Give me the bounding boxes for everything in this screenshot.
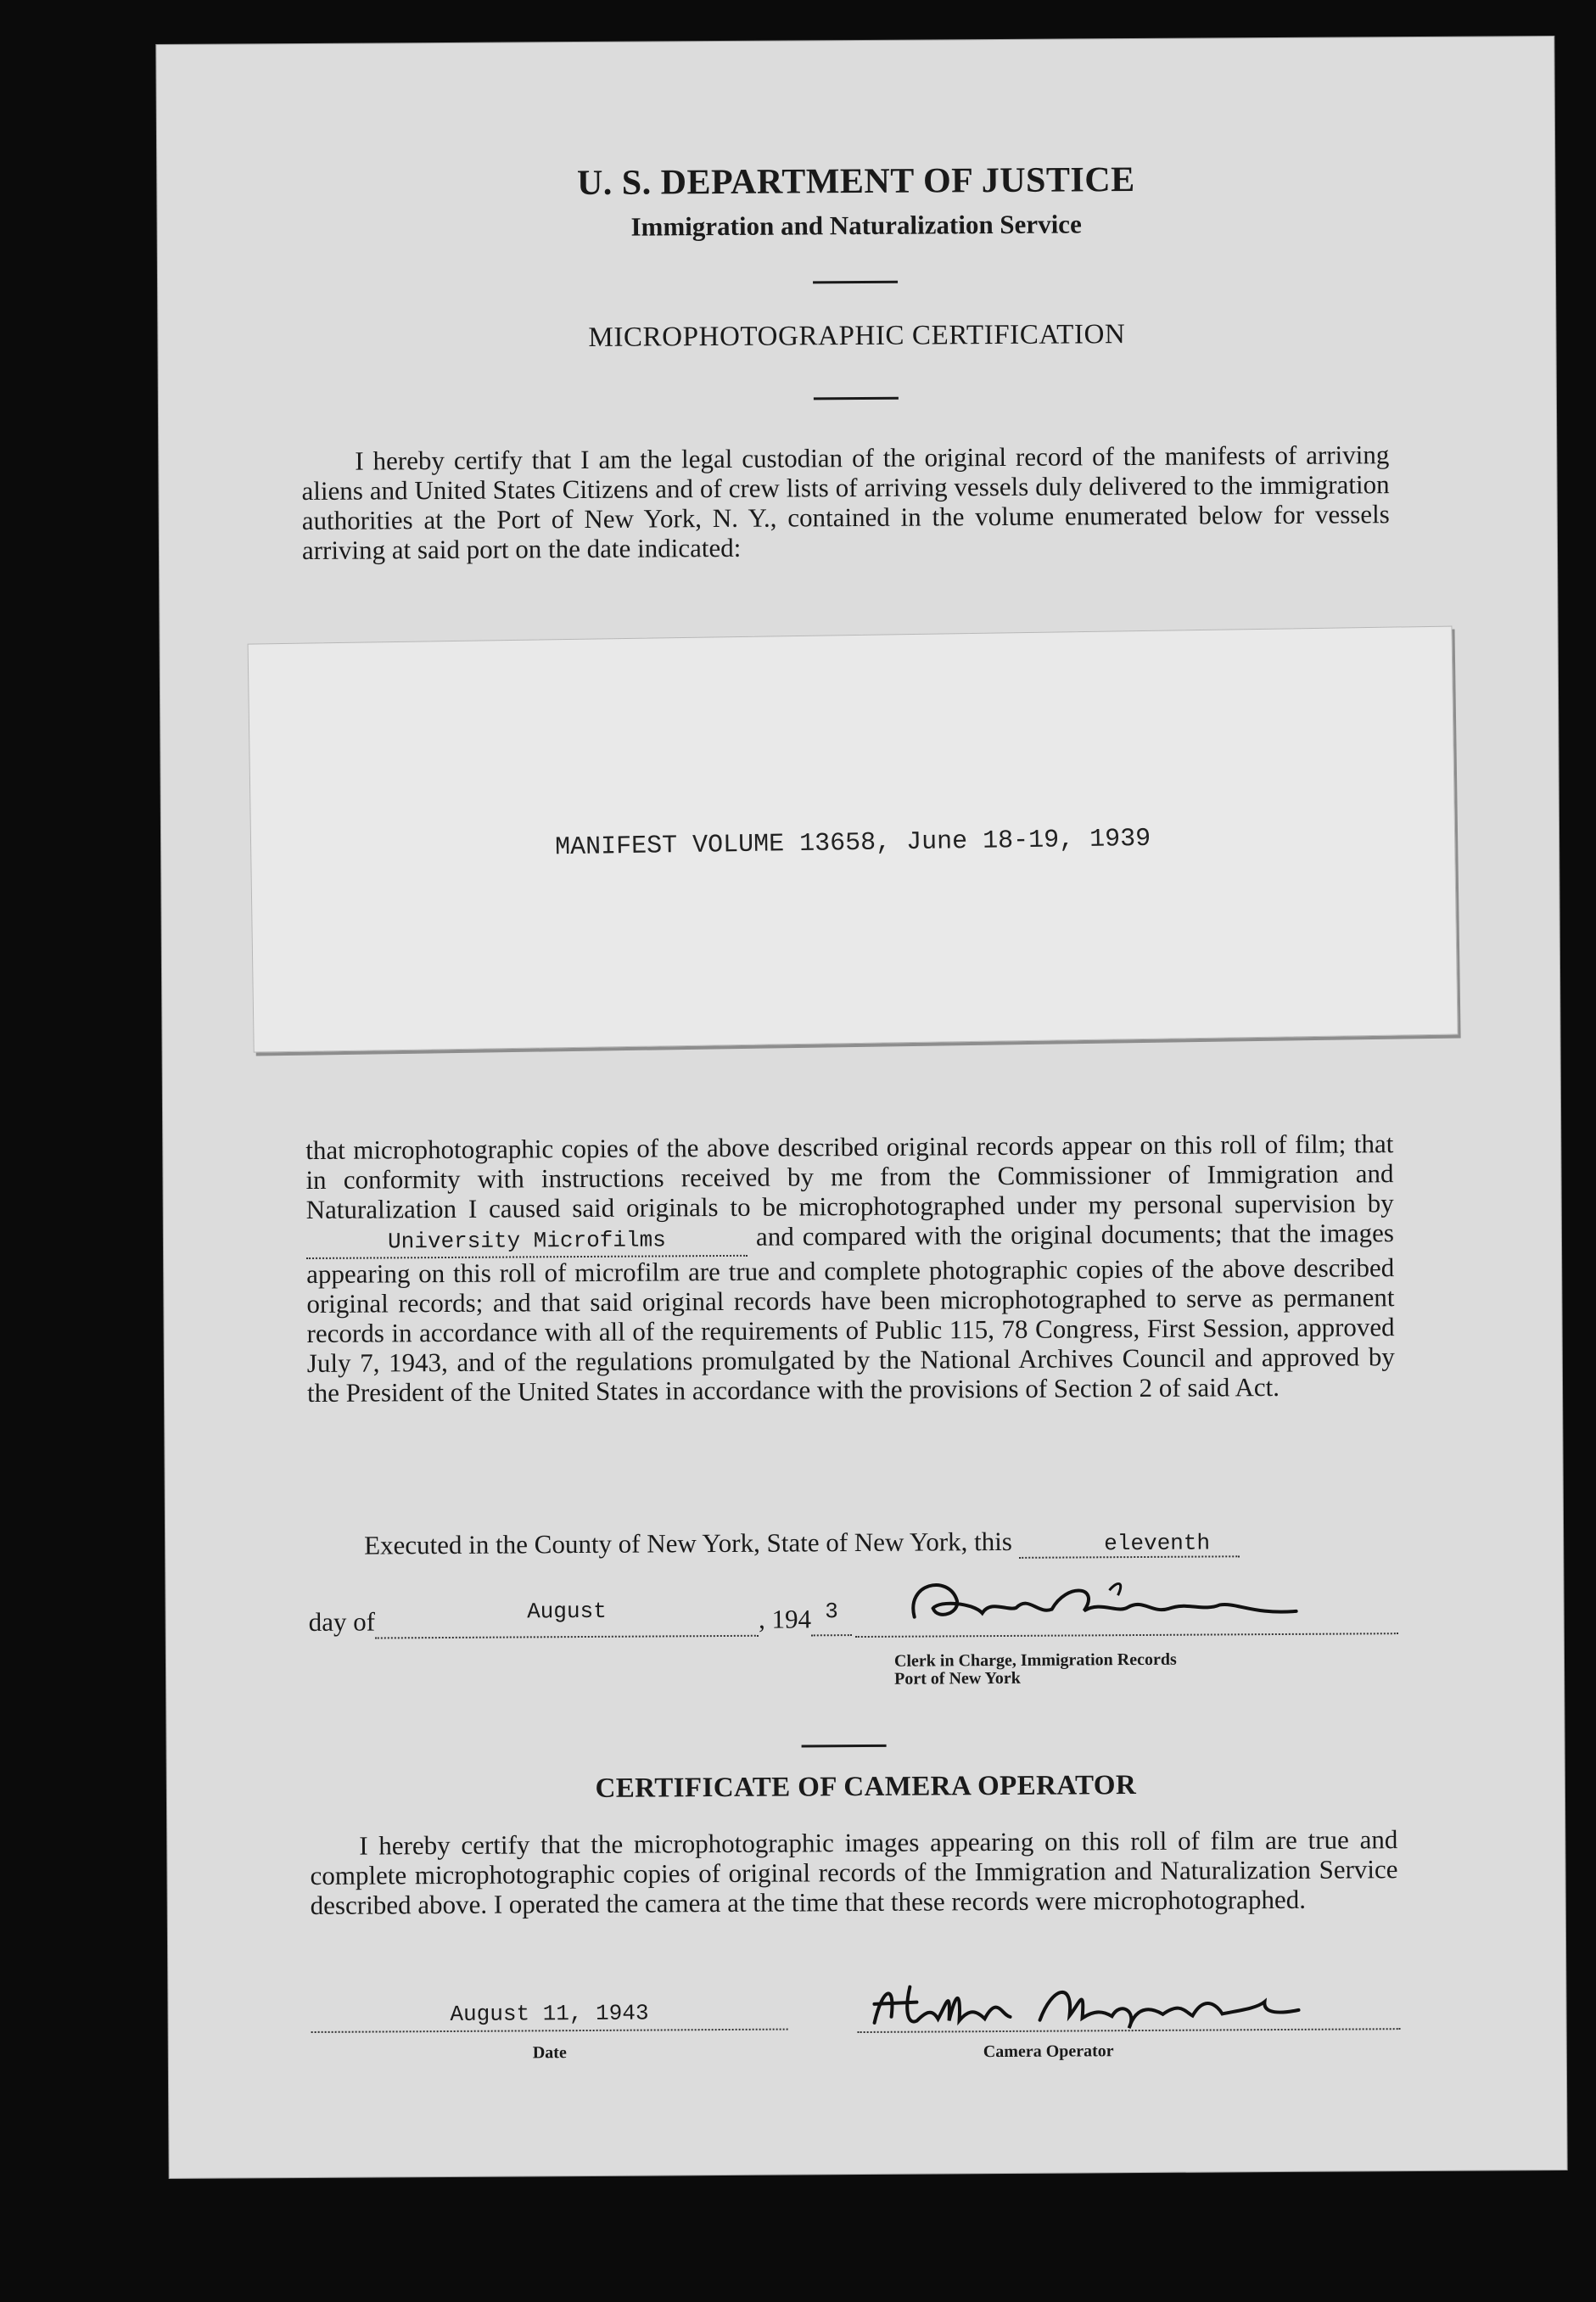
- operator-paragraph: I hereby certify that the microphotographic images appearing on this roll of film are true and complete microphotographic copies of original records of the Immigration and Naturalization Service described above. I operated the camera at the time that these records were microphotographed.: [310, 1824, 1398, 1920]
- department-heading: U. S. DEPARTMENT OF JUSTICE: [576, 160, 1135, 204]
- certification-paragraph: [305, 1129, 1395, 1408]
- manifest-volume-text: MANIFEST VOLUME 13658, June 18-19, 1939: [554, 824, 1151, 863]
- executed-line: [308, 1524, 1396, 1563]
- year-value: 3: [825, 1599, 838, 1625]
- paragraph-text: that microphotographic copies of the above described original records appear on this roll of film; that in conformity with instructions received by me from the Commissioner of Immigration and Naturalization I caused said originals to be microphotographed under my personal supervision by: [305, 1129, 1394, 1225]
- service-subheading: Immigration and Naturalization Service: [630, 209, 1082, 242]
- year-prefix: , 194: [758, 1604, 812, 1634]
- certificate-page: [156, 36, 1566, 2178]
- day-value: eleventh: [1104, 1530, 1211, 1557]
- date-label: Date: [532, 2043, 567, 2063]
- clerk-title-line1: Clerk in Charge, Immigration Records: [893, 1649, 1177, 1671]
- photographer-value: University Microfilms: [388, 1227, 666, 1255]
- clerk-signature-line: [854, 1571, 1397, 1638]
- clerk-title: [894, 1651, 1177, 1689]
- divider-rule: [814, 397, 899, 400]
- month-field: [375, 1598, 759, 1639]
- operator-signature-line: [857, 1975, 1400, 2033]
- executed-text: Executed in the County of New York, State of New York, this: [364, 1526, 1012, 1560]
- photographer-field: [306, 1222, 748, 1259]
- paragraph-text: and compared with the original documents; that the images appearing on this roll of microfilm are true and complete photographic copies of the above described original records; and that said original records have been microphotographed to serve as permanent records in accordance with all of the requirements of Public 115, 78 Congress, First Session, approved July 7, 1943, and of the regulations promulgated by the National Archives Council and approved by the President of the United States in accordance with the provisions of Section 2 of said Act.: [306, 1218, 1395, 1408]
- clerk-title-line2: Port of New York: [894, 1668, 1021, 1689]
- operator-date-field: [311, 1993, 787, 2033]
- operator-date-value: August 11, 1943: [450, 2000, 649, 2027]
- year-field: [811, 1599, 852, 1636]
- divider-rule: [802, 1745, 887, 1748]
- camera-operator-label: Camera Operator: [983, 2042, 1114, 2062]
- custodian-paragraph: I hereby certify that I am the legal custodian of the original record of the manifests of arriving aliens and United States Citizens and of crew lists of arriving vessels duly delivered to the immigration authorities at the Port of New York, N. Y., contained in the volume enumerated below for vessels arriving at said port on the date indicated:: [301, 440, 1390, 566]
- certification-title: MICROPHOTOGRAPHIC CERTIFICATION: [588, 319, 1126, 353]
- day-field: [1019, 1525, 1240, 1559]
- day-of-label: day of: [308, 1606, 376, 1637]
- operator-certificate-title: CERTIFICATE OF CAMERA OPERATOR: [595, 1770, 1137, 1804]
- divider-rule: [813, 281, 898, 284]
- volume-slip: [248, 626, 1459, 1053]
- operator-signature: [857, 1975, 1400, 2031]
- clerk-signature: [854, 1571, 1397, 1636]
- month-value: August: [527, 1598, 607, 1625]
